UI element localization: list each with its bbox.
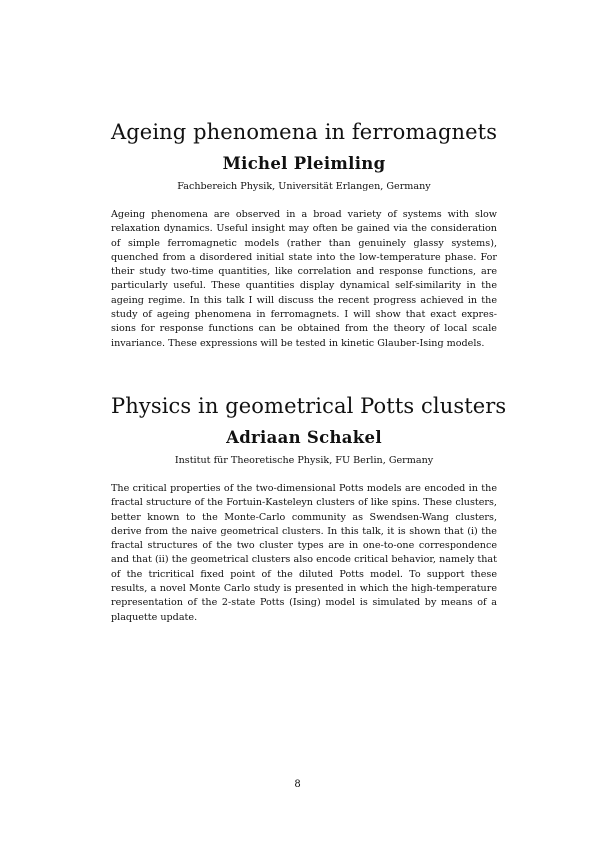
abstract-1: [111, 120, 497, 351]
abstract-body: The critical properties of the two-dimensional Potts models are encoded in the fractal structure of the Fortuin-Kasteleyn clusters of like spins. These clusters, better known to the Monte-Carlo community as Swendsen-Wang clusters, derive from the naive geometrical clusters. In this talk, it is shown that (i) the fractal structures of the two cluster types are in one-to-one correspondence and that (ii) the geometrical clusters also encode critical behavior, namely that of the tricritical fixed point of the diluted Potts model. To support these results, a novel Monte Carlo study is presented in which the high-temperature representation of the 2-state Potts (Ising) model is simulated by means of a plaquette update.: [111, 483, 497, 623]
abstract-body: Ageing phenomena are observed in a broad variety of systems with slow relaxation dynamics. Useful insight may often be gained via the consideration of simple ferromagnetic models (rather than genuinely glassy systems), quenched from a disordered initial state into the low-temperature phase. For their study two-time quantities, like correlation and response functions, are particularly useful. These quantities display dynamical self-similarity in the ageing regime. In this talk I will discuss the recent progress achieved in the study of ageing phenomena in ferromagnets. I will show that exact expressions for response functions can be obtained from the theory of local scale invariance. These expressions will be tested in kinetic Glauber-Ising models.: [111, 209, 497, 349]
author-affiliation: Fachbereich Physik, Universität Erlangen, Germany: [177, 181, 431, 192]
author-affiliation: Institut für Theoretische Physik, FU Berlin, Germany: [174, 455, 434, 466]
author-name: Adriaan Schakel: [226, 428, 382, 447]
page-number: 8: [294, 779, 301, 790]
author-name: Michel Pleimling: [222, 154, 386, 173]
abstract-2: [111, 394, 507, 625]
abstract-title: Physics in geometrical Potts clusters: [111, 394, 507, 418]
abstract-title: Ageing phenomena in ferromagnets: [111, 120, 498, 144]
